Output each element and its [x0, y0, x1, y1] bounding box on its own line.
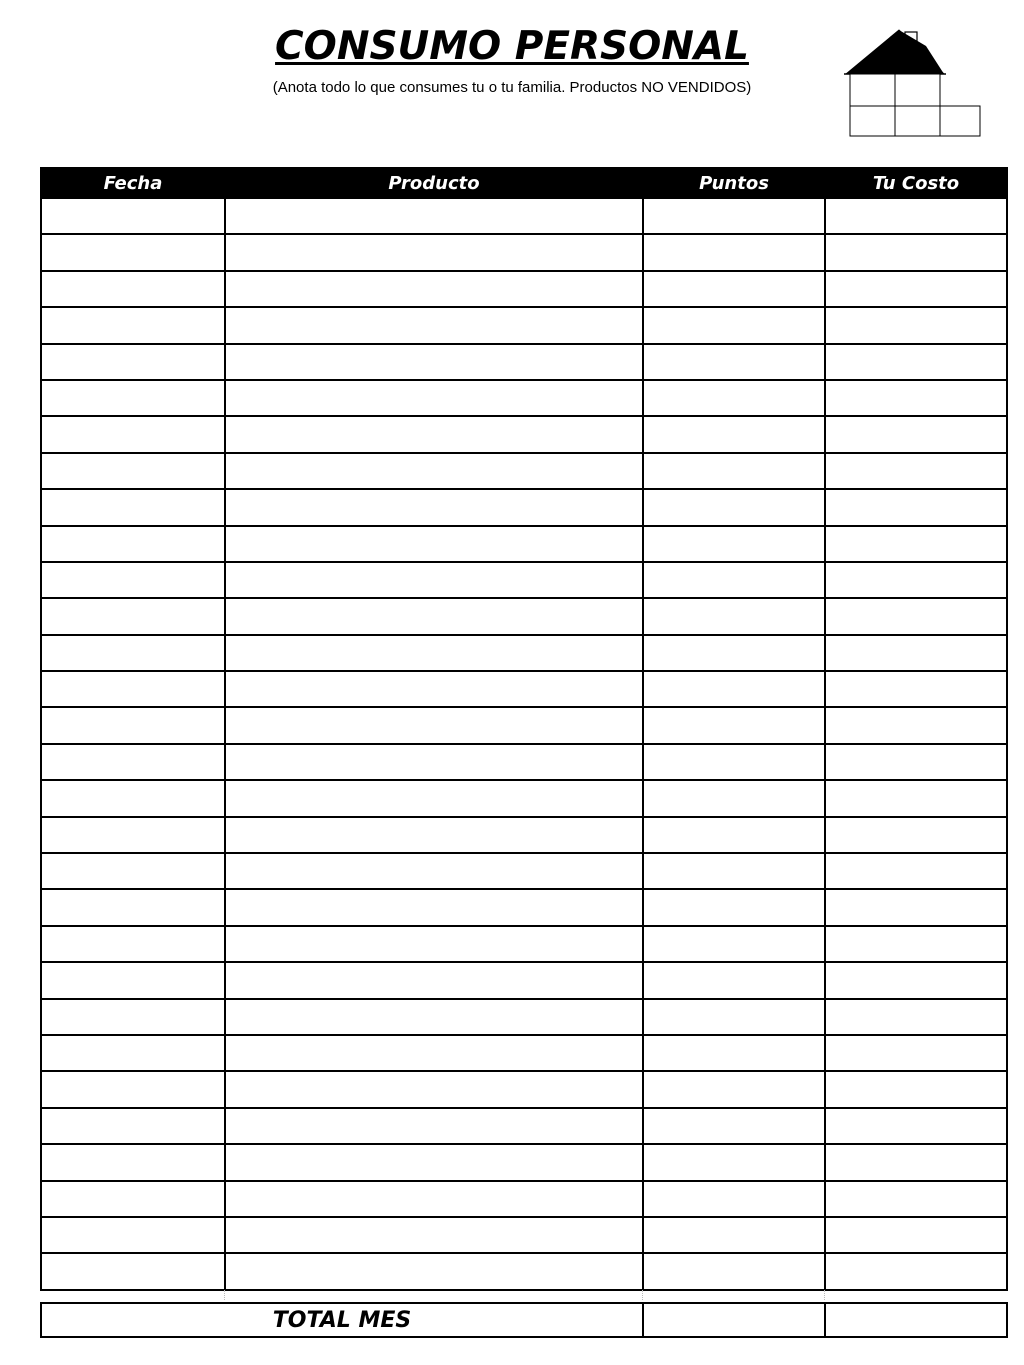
- total-costo-cell[interactable]: [825, 1303, 1007, 1337]
- table-row: [41, 489, 1007, 525]
- costo-cell[interactable]: [825, 1108, 1007, 1144]
- producto-cell[interactable]: [225, 380, 643, 416]
- fecha-cell[interactable]: [41, 1035, 225, 1071]
- fecha-cell[interactable]: [41, 526, 225, 562]
- puntos-cell[interactable]: [643, 962, 825, 998]
- table-row: [41, 817, 1007, 853]
- puntos-cell[interactable]: [643, 598, 825, 634]
- puntos-cell[interactable]: [643, 1181, 825, 1217]
- puntos-cell[interactable]: [643, 671, 825, 707]
- puntos-cell[interactable]: [643, 416, 825, 452]
- table-row: [41, 889, 1007, 925]
- puntos-cell[interactable]: [643, 817, 825, 853]
- producto-cell[interactable]: [225, 453, 643, 489]
- producto-cell[interactable]: [225, 999, 643, 1035]
- producto-cell[interactable]: [225, 1181, 643, 1217]
- fecha-cell[interactable]: [41, 889, 225, 925]
- total-puntos-cell[interactable]: [643, 1303, 825, 1337]
- table-gap: [40, 1290, 1006, 1300]
- puntos-cell[interactable]: [643, 707, 825, 743]
- producto-cell[interactable]: [225, 671, 643, 707]
- table-row: [41, 853, 1007, 889]
- table-row: [41, 453, 1007, 489]
- costo-cell[interactable]: [825, 271, 1007, 307]
- producto-cell[interactable]: [225, 926, 643, 962]
- fecha-cell[interactable]: [41, 1071, 225, 1107]
- fecha-cell[interactable]: [41, 707, 225, 743]
- fecha-cell[interactable]: [41, 1144, 225, 1180]
- table-row: [41, 671, 1007, 707]
- costo-cell[interactable]: [825, 1071, 1007, 1107]
- producto-cell[interactable]: [225, 1108, 643, 1144]
- fecha-cell[interactable]: [41, 1108, 225, 1144]
- producto-cell[interactable]: [225, 271, 643, 307]
- fecha-cell[interactable]: [41, 1181, 225, 1217]
- costo-cell[interactable]: [825, 707, 1007, 743]
- producto-cell[interactable]: [225, 307, 643, 343]
- producto-cell[interactable]: [225, 635, 643, 671]
- costo-cell[interactable]: [825, 962, 1007, 998]
- costo-cell[interactable]: [825, 635, 1007, 671]
- total-label-text: TOTAL MES: [272, 1307, 412, 1333]
- puntos-cell[interactable]: [643, 889, 825, 925]
- producto-cell[interactable]: [225, 198, 643, 234]
- costo-cell[interactable]: [825, 562, 1007, 598]
- column-header-puntos: Puntos: [643, 168, 825, 198]
- fecha-cell[interactable]: [41, 671, 225, 707]
- puntos-cell[interactable]: [643, 562, 825, 598]
- table-row: [41, 307, 1007, 343]
- puntos-cell[interactable]: [643, 234, 825, 270]
- fecha-cell[interactable]: [41, 416, 225, 452]
- puntos-cell[interactable]: [643, 926, 825, 962]
- fecha-cell[interactable]: [41, 1253, 225, 1289]
- puntos-cell[interactable]: [643, 1144, 825, 1180]
- fecha-cell[interactable]: [41, 562, 225, 598]
- puntos-cell[interactable]: [643, 526, 825, 562]
- producto-cell[interactable]: [225, 707, 643, 743]
- column-header-producto: Producto: [225, 168, 643, 198]
- costo-cell[interactable]: [825, 999, 1007, 1035]
- puntos-cell[interactable]: [643, 744, 825, 780]
- producto-cell[interactable]: [225, 889, 643, 925]
- fecha-cell[interactable]: [41, 198, 225, 234]
- page-subtitle: (Anota todo lo que consumes tu o tu familia. Productos NO VENDIDOS): [272, 79, 752, 96]
- fecha-cell[interactable]: [41, 635, 225, 671]
- table-row: [41, 1071, 1007, 1107]
- table-row: [41, 1217, 1007, 1253]
- fecha-cell[interactable]: [41, 344, 225, 380]
- table-row: [41, 234, 1007, 270]
- producto-cell[interactable]: [225, 234, 643, 270]
- table-row: [41, 598, 1007, 634]
- fecha-cell[interactable]: [41, 926, 225, 962]
- producto-cell[interactable]: [225, 416, 643, 452]
- costo-cell[interactable]: [825, 1181, 1007, 1217]
- table-row: [41, 271, 1007, 307]
- table-row: [41, 926, 1007, 962]
- costo-cell[interactable]: [825, 1035, 1007, 1071]
- costo-cell[interactable]: [825, 1217, 1007, 1253]
- producto-cell[interactable]: [225, 1217, 643, 1253]
- page-title: CONSUMO PERSONAL: [275, 24, 749, 69]
- puntos-cell[interactable]: [643, 489, 825, 525]
- costo-cell[interactable]: [825, 853, 1007, 889]
- producto-cell[interactable]: [225, 526, 643, 562]
- costo-cell[interactable]: [825, 926, 1007, 962]
- puntos-cell[interactable]: [643, 853, 825, 889]
- fecha-cell[interactable]: [41, 271, 225, 307]
- table-row: [41, 1144, 1007, 1180]
- costo-cell[interactable]: [825, 453, 1007, 489]
- fecha-cell[interactable]: [41, 853, 225, 889]
- table-row: [41, 416, 1007, 452]
- table-row: [41, 999, 1007, 1035]
- fecha-cell[interactable]: [41, 598, 225, 634]
- puntos-cell[interactable]: [643, 453, 825, 489]
- puntos-cell[interactable]: [643, 780, 825, 816]
- producto-cell[interactable]: [225, 489, 643, 525]
- costo-cell[interactable]: [825, 416, 1007, 452]
- producto-cell[interactable]: [225, 562, 643, 598]
- fecha-cell[interactable]: [41, 380, 225, 416]
- fecha-cell[interactable]: [41, 780, 225, 816]
- producto-cell[interactable]: [225, 1071, 643, 1107]
- table-row: [41, 635, 1007, 671]
- puntos-cell[interactable]: [643, 344, 825, 380]
- column-header-tu-costo: Tu Costo: [825, 168, 1007, 198]
- puntos-cell[interactable]: [643, 198, 825, 234]
- producto-cell[interactable]: [225, 1144, 643, 1180]
- producto-cell[interactable]: [225, 1253, 643, 1289]
- puntos-cell[interactable]: [643, 1108, 825, 1144]
- table-row: [41, 1181, 1007, 1217]
- costo-cell[interactable]: [825, 744, 1007, 780]
- total-label: [41, 1303, 643, 1337]
- costo-cell[interactable]: [825, 380, 1007, 416]
- puntos-cell[interactable]: [643, 635, 825, 671]
- table-row: [41, 1035, 1007, 1071]
- producto-cell[interactable]: [225, 744, 643, 780]
- house-icon: [842, 28, 984, 140]
- total-row: [41, 1303, 1007, 1337]
- table-row: [41, 562, 1007, 598]
- fecha-cell[interactable]: [41, 962, 225, 998]
- producto-cell[interactable]: [225, 1035, 643, 1071]
- producto-cell[interactable]: [225, 780, 643, 816]
- costo-cell[interactable]: [825, 889, 1007, 925]
- table-row: [41, 744, 1007, 780]
- costo-cell[interactable]: [825, 780, 1007, 816]
- table-row: [41, 380, 1007, 416]
- costo-cell[interactable]: [825, 598, 1007, 634]
- consumption-table: [40, 167, 1008, 1291]
- table-row: [41, 780, 1007, 816]
- table-row: [41, 526, 1007, 562]
- producto-cell[interactable]: [225, 598, 643, 634]
- table-row: [41, 1108, 1007, 1144]
- costo-cell[interactable]: [825, 344, 1007, 380]
- costo-cell[interactable]: [825, 489, 1007, 525]
- table-row: [41, 344, 1007, 380]
- table-row: [41, 962, 1007, 998]
- producto-cell[interactable]: [225, 853, 643, 889]
- producto-cell[interactable]: [225, 817, 643, 853]
- fecha-cell[interactable]: [41, 453, 225, 489]
- costo-cell[interactable]: [825, 817, 1007, 853]
- table-row: [41, 707, 1007, 743]
- costo-cell[interactable]: [825, 234, 1007, 270]
- fecha-cell[interactable]: [41, 234, 225, 270]
- fecha-cell[interactable]: [41, 1217, 225, 1253]
- puntos-cell[interactable]: [643, 380, 825, 416]
- fecha-cell[interactable]: [41, 307, 225, 343]
- table-row: [41, 198, 1007, 234]
- puntos-cell[interactable]: [643, 307, 825, 343]
- total-table: [40, 1302, 1008, 1338]
- puntos-cell[interactable]: [643, 1035, 825, 1071]
- costo-cell[interactable]: [825, 671, 1007, 707]
- fecha-cell[interactable]: [41, 999, 225, 1035]
- costo-cell[interactable]: [825, 198, 1007, 234]
- costo-cell[interactable]: [825, 307, 1007, 343]
- costo-cell[interactable]: [825, 1144, 1007, 1180]
- fecha-cell[interactable]: [41, 744, 225, 780]
- fecha-cell[interactable]: [41, 489, 225, 525]
- table-header-row: [41, 168, 1007, 198]
- puntos-cell[interactable]: [643, 271, 825, 307]
- costo-cell[interactable]: [825, 526, 1007, 562]
- producto-cell[interactable]: [225, 962, 643, 998]
- fecha-cell[interactable]: [41, 817, 225, 853]
- producto-cell[interactable]: [225, 344, 643, 380]
- column-header-fecha: Fecha: [41, 168, 225, 198]
- puntos-cell[interactable]: [643, 1253, 825, 1289]
- puntos-cell[interactable]: [643, 1071, 825, 1107]
- table-row: [41, 1253, 1007, 1289]
- costo-cell[interactable]: [825, 1253, 1007, 1289]
- puntos-cell[interactable]: [643, 999, 825, 1035]
- puntos-cell[interactable]: [643, 1217, 825, 1253]
